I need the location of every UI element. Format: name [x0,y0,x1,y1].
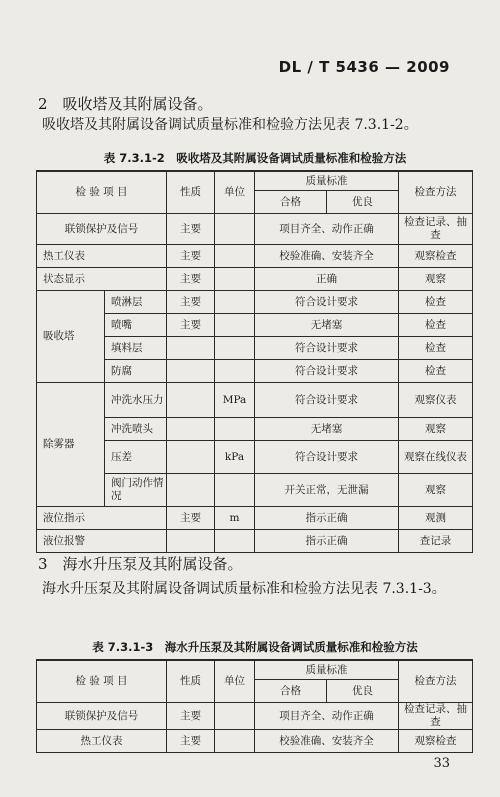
row-item: 联锁保护及信号 [37,214,167,245]
header-nature: 性质 [167,171,215,214]
row-nature: 主要 [167,507,215,530]
row-item: 热工仪表 [37,245,167,268]
row-method: 检查记录、抽查 [399,214,473,245]
row-method: 检查 [399,291,473,314]
row-method: 观察 [399,268,473,291]
table-1-caption: 表 7.3.1-2 吸收塔及其附属设备调试质量标准和检验方法 [103,151,407,165]
page-number: 33 [433,756,450,771]
row-unit [215,314,255,337]
row-method: 观察仪表 [399,383,473,418]
row-item: 液位报警 [37,530,167,553]
section-2-heading: 2 吸收塔及其附属设备。 [38,95,213,113]
row-standard: 指示正确 [255,530,399,553]
table-1 [36,170,473,553]
row-standard: 项目齐全、动作正确 [255,703,399,730]
row-nature [167,418,215,441]
table-2-caption: 表 7.3.1-3 海水升压泵及其附属设备调试质量标准和检验方法 [92,640,418,654]
table-row [37,291,473,314]
header-pass: 合格 [255,680,327,703]
row-subitem: 防腐 [105,360,167,383]
row-method: 观察在线仪表 [399,441,473,474]
table-row [37,268,473,291]
header-quality: 质量标准 [255,660,399,680]
row-unit [215,530,255,553]
row-unit: m [215,507,255,530]
row-standard: 校验准确、安装齐全 [255,245,399,268]
row-standard: 符合设计要求 [255,360,399,383]
row-subitem: 冲洗水压力 [105,383,167,418]
row-item: 液位指示 [37,507,167,530]
row-unit: kPa [215,441,255,474]
header-unit: 单位 [215,171,255,214]
section-3-heading: 3 海水升压泵及其附属设备。 [38,555,243,573]
row-method: 查记录 [399,530,473,553]
section-2-paragraph: 吸收塔及其附属设备调试质量标准和检验方法见表 7.3.1-2。 [42,117,418,133]
row-standard: 项目齐全、动作正确 [255,214,399,245]
row-standard: 无堵塞 [255,314,399,337]
table-row [37,730,473,753]
row-unit: MPa [215,383,255,418]
row-standard: 符合设计要求 [255,441,399,474]
row-subitem: 压差 [105,441,167,474]
row-nature: 主要 [167,268,215,291]
row-unit [215,474,255,507]
row-unit [215,703,255,730]
header-quality: 质量标准 [255,171,399,191]
header-excellent: 优良 [327,191,399,214]
group-absorber-tower: 吸收塔 [37,291,105,383]
row-nature [167,360,215,383]
table-1-header-row [37,171,473,191]
row-standard: 指示正确 [255,507,399,530]
row-standard: 正确 [255,268,399,291]
row-nature: 主要 [167,314,215,337]
row-item: 热工仪表 [37,730,167,753]
row-subitem: 填料层 [105,337,167,360]
row-nature: 主要 [167,291,215,314]
table-row [37,383,473,418]
table-row [37,530,473,553]
row-subitem: 阀门动作情况 [105,474,167,507]
header-unit: 单位 [215,660,255,703]
row-nature [167,474,215,507]
row-method: 检查 [399,360,473,383]
row-item: 状态显示 [37,268,167,291]
row-method: 检查 [399,314,473,337]
header-item: 检 验 项 目 [37,660,167,703]
row-standard: 符合设计要求 [255,291,399,314]
row-unit [215,418,255,441]
row-method: 观察检查 [399,730,473,753]
row-standard: 符合设计要求 [255,383,399,418]
row-subitem: 喷淋层 [105,291,167,314]
row-standard: 符合设计要求 [255,337,399,360]
table-2 [36,659,473,753]
row-unit [215,730,255,753]
row-unit [215,214,255,245]
row-nature [167,530,215,553]
row-unit [215,268,255,291]
row-method: 观察检查 [399,245,473,268]
row-item: 联锁保护及信号 [37,703,167,730]
standard-code: DL / T 5436 — 2009 [278,58,450,76]
row-method: 观察 [399,474,473,507]
header-method: 检查方法 [399,171,473,214]
row-standard: 开关正常，无泄漏 [255,474,399,507]
group-demister: 除雾器 [37,383,105,507]
row-nature [167,337,215,360]
table-2-header-row [37,660,473,680]
table-row [37,245,473,268]
table-row [37,507,473,530]
row-nature: 主要 [167,214,215,245]
row-unit [215,337,255,360]
row-standard: 无堵塞 [255,418,399,441]
header-excellent: 优良 [327,680,399,703]
row-unit [215,360,255,383]
row-subitem: 喷嘴 [105,314,167,337]
row-nature: 主要 [167,245,215,268]
table-row [37,703,473,730]
header-pass: 合格 [255,191,327,214]
row-nature: 主要 [167,703,215,730]
table-row [37,214,473,245]
row-nature: 主要 [167,730,215,753]
row-nature [167,441,215,474]
header-item: 检 验 项 目 [37,171,167,214]
row-method: 观测 [399,507,473,530]
row-nature [167,383,215,418]
row-standard: 校验准确、安装齐全 [255,730,399,753]
header-nature: 性质 [167,660,215,703]
row-method: 观察 [399,418,473,441]
header-method: 检查方法 [399,660,473,703]
row-method: 检查 [399,337,473,360]
row-unit [215,291,255,314]
row-method: 检查记录、抽查 [399,703,473,730]
section-3-paragraph: 海水升压泵及其附属设备调试质量标准和检验方法见表 7.3.1-3。 [42,581,446,597]
row-subitem: 冲洗喷头 [105,418,167,441]
row-unit [215,245,255,268]
